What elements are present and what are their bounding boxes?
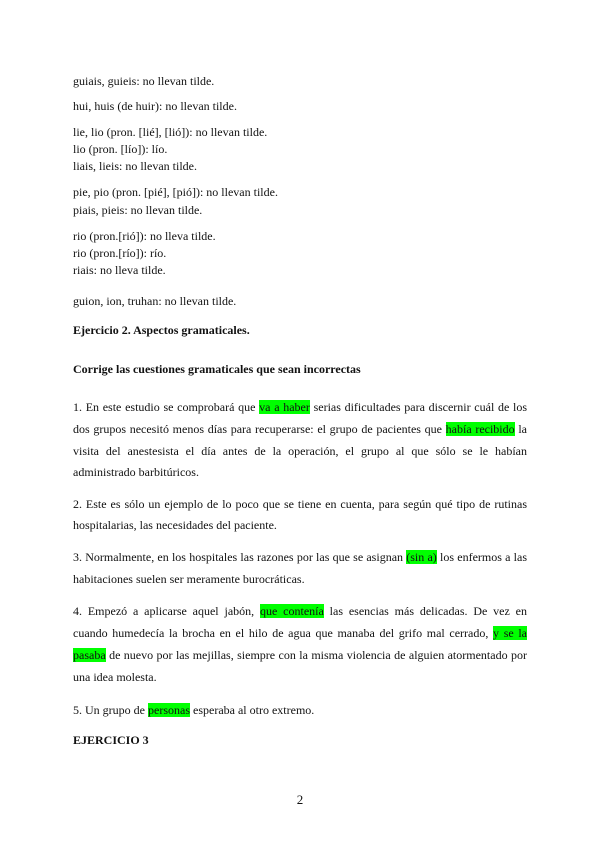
text-line: lio (pron. [lío]): lío. bbox=[73, 142, 168, 156]
highlight: había recibido bbox=[445, 422, 515, 436]
item-2-line-1: 2. Este es sólo un ejemplo de lo poco que se tiene en cuenta, para según qué tipo de rutinas bbox=[73, 497, 527, 511]
item-4-line-2: cuando humedecía la brocha en el hilo de agua que manaba del grifo mal cerrado, y se la bbox=[73, 626, 528, 640]
text-line: piais, pieis: no llevan tilde. bbox=[73, 203, 203, 217]
item-1-line-4: administrado barbitúricos. bbox=[73, 465, 199, 479]
item-1-line-3: visita del anestesista el día antes de la operación, el grupo al que sólo se le habían bbox=[73, 444, 527, 458]
highlight: y se la bbox=[493, 626, 528, 640]
text-line: liais, lieis: no llevan tilde. bbox=[73, 159, 197, 173]
text-line: lie, lio (pron. [lié], [lió]): no llevan tilde. bbox=[73, 125, 268, 139]
text-line: rio (pron.[río]): río. bbox=[73, 246, 167, 260]
item-1-line-2: dos grupos necesitó menos días para recuperarse: el grupo de pacientes que había recibido la bbox=[73, 422, 527, 436]
item-3-line-2: habitaciones suelen ser meramente burocráticas. bbox=[73, 572, 305, 586]
highlight: (sin a) bbox=[406, 550, 437, 564]
page-number: 2 bbox=[296, 792, 304, 807]
exercise-2-heading: Ejercicio 2. Aspectos gramaticales. bbox=[73, 323, 250, 337]
item-3-line-1: 3. Normalmente, en los hospitales las razones por las que se asignan (sin a) los enfermos a las bbox=[73, 550, 527, 564]
text-line: hui, huis (de huir): no llevan tilde. bbox=[73, 99, 237, 113]
text-line: guion, ion, truhan: no llevan tilde. bbox=[73, 294, 237, 308]
highlight: va a haber bbox=[259, 400, 310, 414]
item-1-line-1: 1. En este estudio se comprobará que va a haber serias dificultades para discernir cuál de los bbox=[73, 400, 528, 414]
item-4-line-1: 4. Empezó a aplicarse aquel jabón, que contenía las esencias más delicadas. De vez en bbox=[73, 604, 527, 618]
text-line: riais: no lleva tilde. bbox=[73, 263, 166, 277]
text-line: guiais, guieis: no llevan tilde. bbox=[73, 74, 215, 88]
item-5-line-1: 5. Un grupo de personas esperaba al otro extremo. bbox=[73, 703, 315, 717]
item-4-line-4: una idea molesta. bbox=[73, 670, 157, 684]
text-line: pie, pio (pron. [pié], [pió]): no llevan tilde. bbox=[73, 185, 278, 199]
item-4-line-3: pasaba de nuevo por las mejillas, siempre con la misma violencia de alguien atormentado por bbox=[73, 648, 527, 662]
item-2-line-2: hospitalarias, las necesidades del paciente. bbox=[73, 518, 277, 532]
highlight: personas bbox=[148, 703, 190, 717]
exercise-2-instruction: Corrige las cuestiones gramaticales que sean incorrectas bbox=[73, 362, 361, 376]
exercise-3-heading: EJERCICIO 3 bbox=[73, 733, 149, 747]
highlight: pasaba bbox=[73, 648, 106, 662]
text-line: rio (pron.[rió]): no lleva tilde. bbox=[73, 229, 216, 243]
highlight: que contenía bbox=[260, 604, 324, 618]
